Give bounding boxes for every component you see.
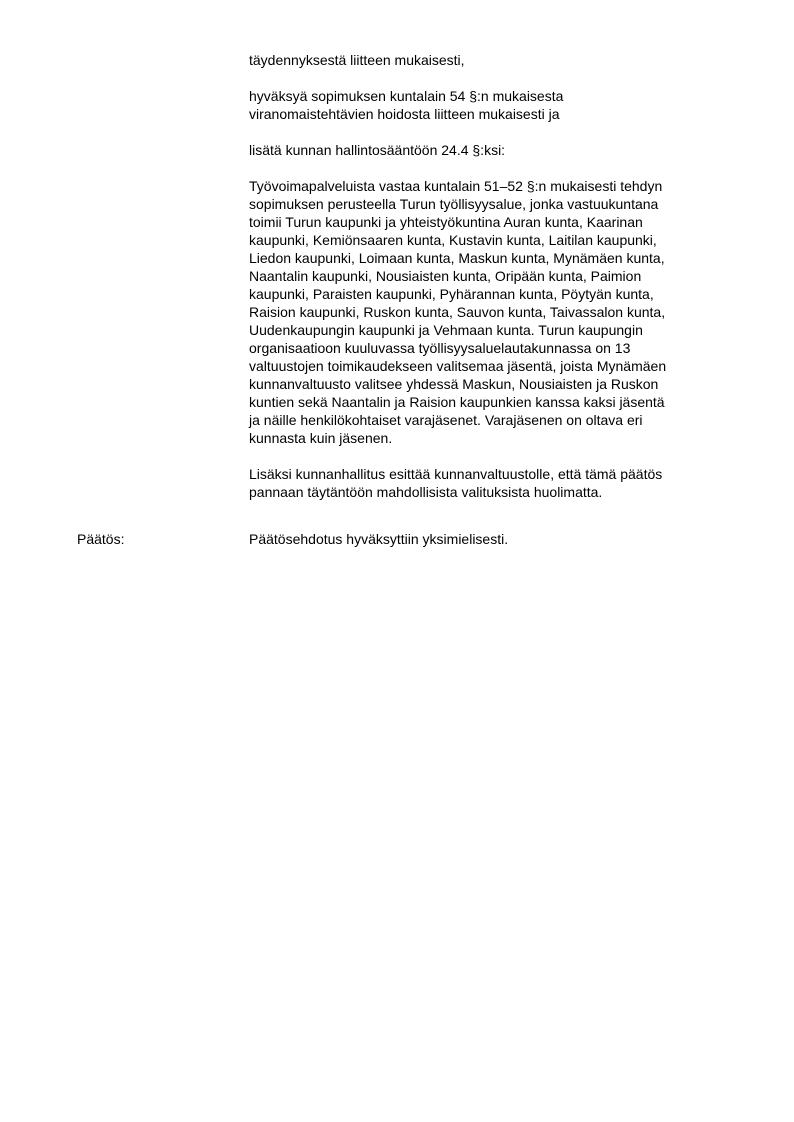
paragraph-supplement [249,51,729,69]
text-line: valtuustojen toimikaudekseen valitsemaa jäsentä, joista Mynämäen [249,358,667,374]
text-line: lisätä kunnan hallintosääntöön 24.4 §:ksi: [249,142,506,158]
text-line: hyväksyä sopimuksen kuntalain 54 §:n mukaisesta [249,88,564,104]
text-line: kaupunki, Paraisten kaupunki, Pyhärannan kunta, Pöytyän kunta, [249,286,654,302]
proposal-body [249,51,729,519]
text-line: sopimuksen perusteella Turun työllisyysalue, jonka vastuukuntana [249,196,659,212]
text-line: Naantalin kaupunki, Nousiaisten kunta, Oripään kunta, Paimion [249,268,642,284]
text-line: toimii Turun kaupunki ja yhteistyökuntina Auran kunta, Kaarinan [249,214,643,230]
text-line: kunnanvaltuusto valitsee yhdessä Maskun, Nousiaisten ja Ruskon [249,376,659,392]
text-line: Työvoimapalveluista vastaa kuntalain 51–52 §:n mukaisesti tehdyn [249,178,663,194]
decision-text: Päätösehdotus hyväksyttiin yksimielisesti. [249,531,509,547]
text-line: Uudenkaupungin kaupunki ja Vehmaan kunta. Turun kaupungin [249,322,643,338]
paragraph-enforcement [249,465,729,501]
text-line: Raision kaupunki, Ruskon kunta, Sauvon kunta, Taivassalon kunta, [249,304,666,320]
text-line: kaupunki, Kemiönsaaren kunta, Kustavin kunta, Laitilan kaupunki, [249,232,657,248]
text-line: organisaatioon kuuluvassa työllisyysaluelautakunnassa on 13 [249,340,631,356]
paragraph-approve-agreement [249,87,729,123]
text-line: Liedon kaupunki, Loimaan kunta, Maskun kunta, Mynämäen kunta, [249,250,665,266]
text-line: täydennyksestä liitteen mukaisesti, [249,52,465,68]
text-line: viranomaistehtävien hoidosta liitteen mukaisesti ja [249,106,560,122]
text-line: kunnasta kuin jäsenen. [249,430,393,446]
text-line: Lisäksi kunnanhallitus esittää kunnanvaltuustolle, että tämä päätös [249,466,663,482]
paragraph-add-regulation [249,141,729,159]
paragraph-employment-services [249,177,729,447]
text-line: kuntien sekä Naantalin ja Raision kaupunkien kanssa kaksi jäsentä [249,394,665,410]
decision-label: Päätös: [77,531,125,547]
text-line: ja näille henkilökohtaiset varajäsenet. Varajäsenen on oltava eri [249,412,643,428]
text-line: pannaan täytäntöön mahdollisista valituksista huolimatta. [249,484,603,500]
